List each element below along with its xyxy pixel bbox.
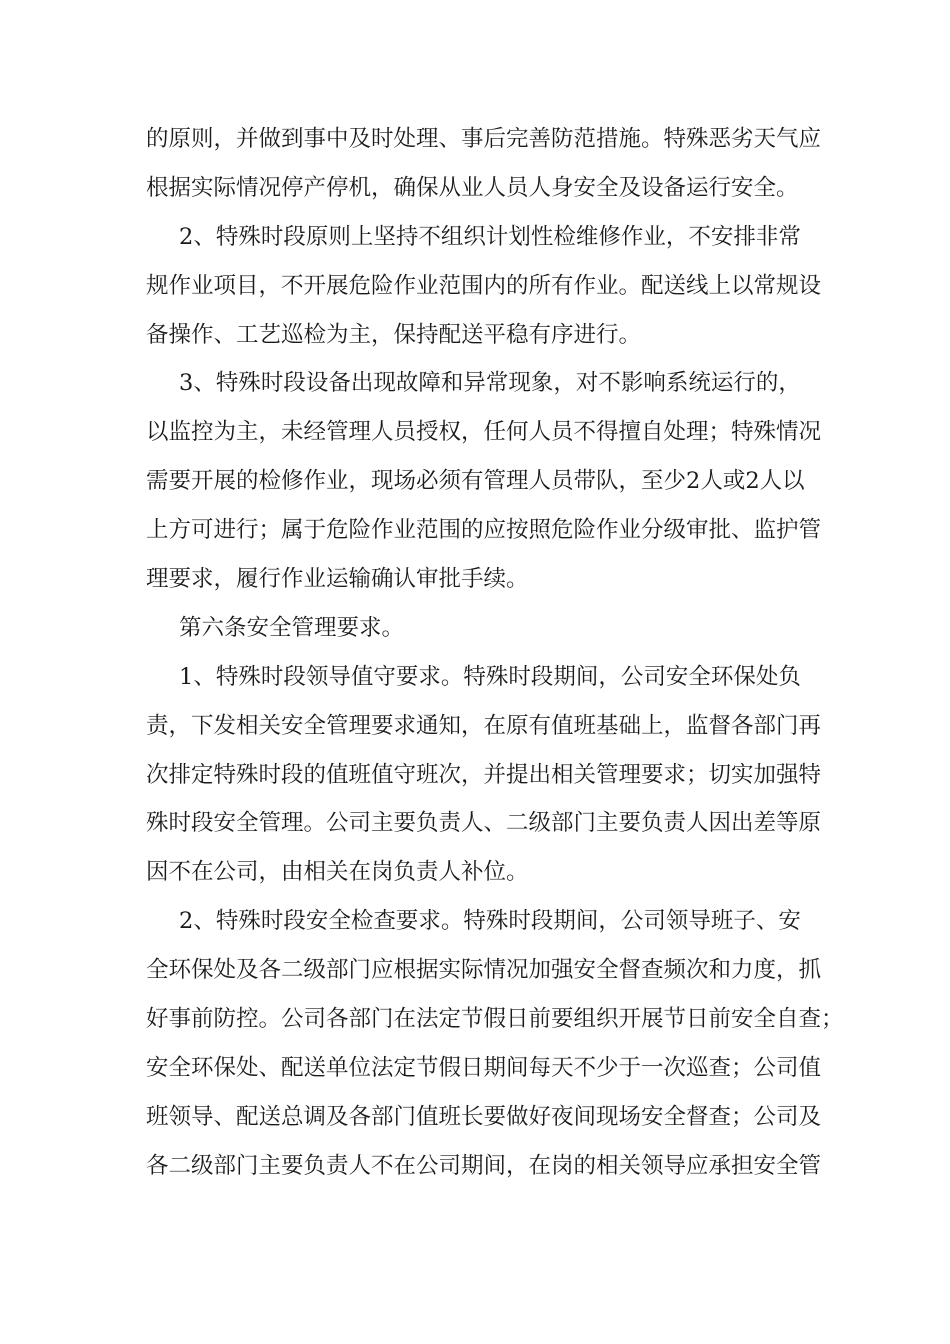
text-line: 好事前防控。公司各部门在法定节假日前要组织开展节日前安全自查； xyxy=(146,1006,844,1033)
text-line: 以监控为主，未经管理人员授权，任何人员不得擅自处理；特殊情况 xyxy=(146,419,822,446)
text-line: 全环保处及各二级部门应根据实际情况加强安全督查频次和力度，抓 xyxy=(146,957,822,984)
section-heading: 第六条安全管理要求。 xyxy=(179,614,405,641)
text-line: 规作业项目，不开展危险作业范围内的所有作业。配送线上以常规设 xyxy=(146,272,822,299)
text-line: 的原则，并做到事中及时处理、事后完善防范措施。特殊恶劣天气应 xyxy=(146,126,822,152)
text-line: 备操作、工艺巡检为主，保持配送平稳有序进行。 xyxy=(146,321,642,348)
text-line: 需要开展的检修作业，现场必须有管理人员带队，至少2人或2人以 xyxy=(146,468,805,495)
text-line: 次排定特殊时段的值班值守班次，并提出相关管理要求；切实加强特 xyxy=(146,761,822,788)
text-line: 2、特殊时段安全检查要求。特殊时段期间，公司领导班子、安 xyxy=(179,908,801,935)
text-line: 2、特殊时段原则上坚持不组织计划性检维修作业，不安排非常 xyxy=(179,223,801,250)
text-line: 根据实际情况停产停机，确保从业人员人身安全及设备运行安全。 xyxy=(146,174,799,201)
text-line: 安全环保处、配送单位法定节假日期间每天不少于一次巡查；公司值 xyxy=(146,1054,822,1081)
text-line: 3、特殊时段设备出现故障和异常现象，对不影响系统运行的， xyxy=(179,370,801,397)
text-line: 责，下发相关安全管理要求通知，在原有值班基础上，监督各部门再 xyxy=(146,712,822,739)
document-body xyxy=(146,115,844,1191)
text-line: 因不在公司，由相关在岗负责人补位。 xyxy=(146,859,529,886)
text-line: 殊时段安全管理。公司主要负责人、二级部门主要负责人因出差等原 xyxy=(146,810,822,837)
text-line: 各二级部门主要负责人不在公司期间，在岗的相关领导应承担安全管 xyxy=(146,1152,822,1179)
text-line: 理要求，履行作业运输确认审批手续。 xyxy=(146,566,529,593)
text-line: 班领导、配送总调及各部门值班长要做好夜间现场安全督查；公司及 xyxy=(146,1103,822,1130)
text-line: 1、特殊时段领导值守要求。特殊时段期间，公司安全环保处负 xyxy=(179,663,801,690)
text-line: 上方可进行；属于危险作业范围的应按照危险作业分级审批、监护管 xyxy=(146,517,822,544)
